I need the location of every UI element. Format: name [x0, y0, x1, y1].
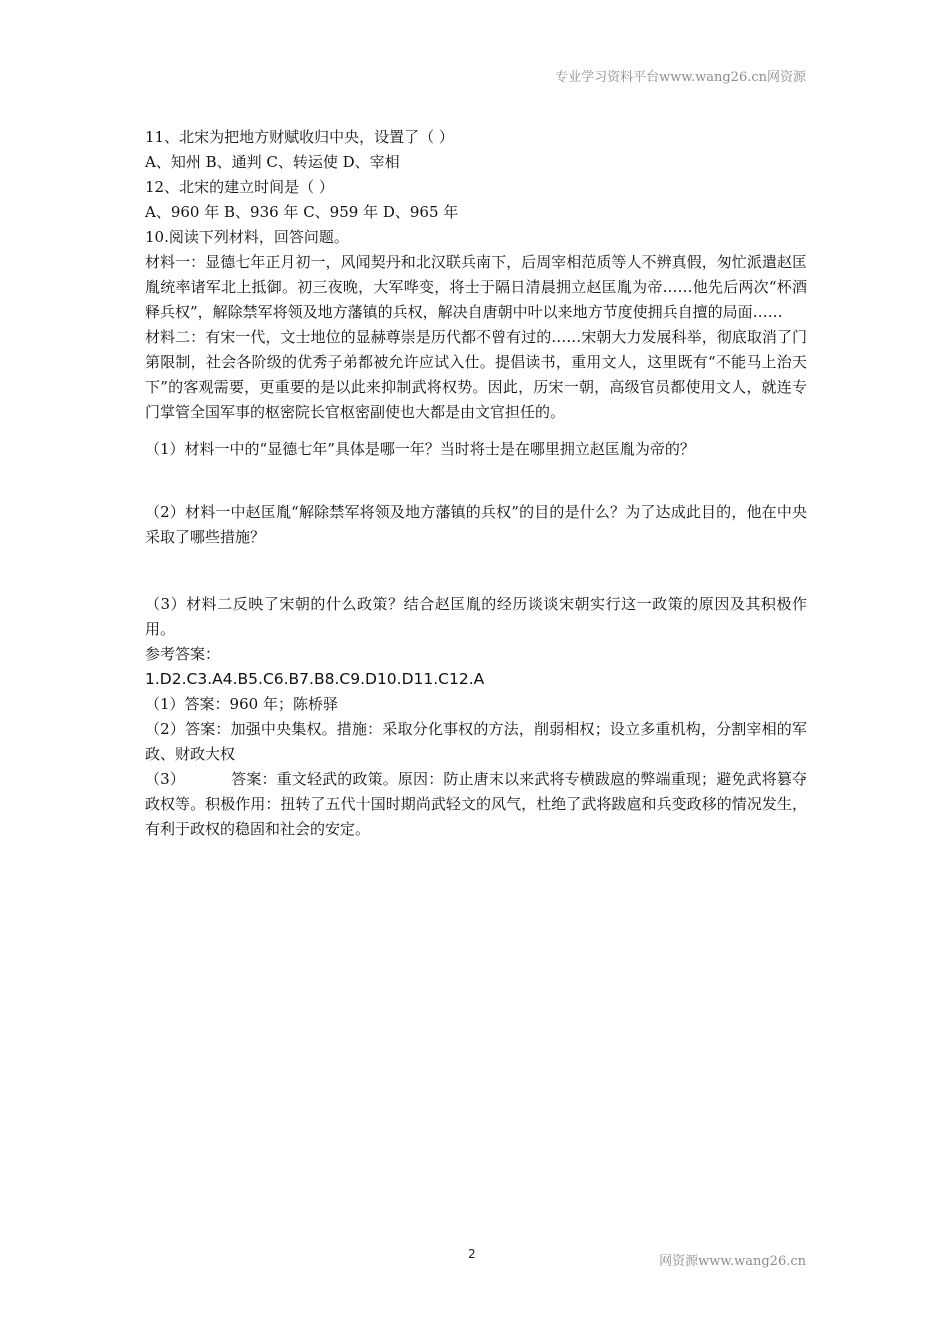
header-watermark-text: 专业学习资料平台www.wang26.cn网资源	[555, 70, 806, 85]
answer-1: （1）答案：960 年；陈桥驿	[145, 695, 338, 713]
page-number: 2	[468, 1247, 476, 1261]
sub-question-1: （1）材料一中的“显德七年”具体是哪一年？当时将士是在哪里拥立赵匡胤为帝的？	[145, 440, 695, 458]
material-two: 材料二：有宋一代，文士地位的显赫尊崇是历代都不曾有过的……宋朝大力发展科举，彻底取消了门第限制，社会各阶级的优秀子弟都被允许应试入仕。提倡读书，重用文人，这里既有“不能马上治天下”的客观需要，更重要的是以此来抑制武将权势。因此，历宋一朝，高级官员都使用文人，就连专门掌管全国军事的枢密院长官枢密副使也大都是由文官担任的。	[145, 328, 807, 421]
answers-heading: 参考答案：	[145, 645, 221, 663]
spacer	[145, 425, 807, 437]
answer-2: （2）答案：加强中央集权。措施：采取分化事权的方法，削弱相权；设立多重机构，分割宰相的军政、财政大权	[145, 720, 807, 763]
reading-intro: 10.阅读下列材料，回答问题。	[145, 228, 349, 246]
answer-3	[145, 767, 807, 842]
question-12-stem: 12、北宋的建立时间是（ ）	[145, 178, 334, 196]
answer-space-2	[145, 550, 807, 592]
sub-question-3: （3）材料二反映了宋朝的什么政策？结合赵匡胤的经历谈谈宋朝实行这一政策的原因及其积极作用。	[145, 595, 807, 638]
question-12-options: A、960 年 B、936 年 C、959 年 D、965 年	[145, 203, 459, 221]
sub-question-2: （2）材料一中赵匡胤“解除禁军将领及地方藩镇的兵权”的目的是什么？为了达成此目的，他在中央采取了哪些措施？	[145, 503, 807, 546]
answer-3-label: （3）	[145, 770, 186, 788]
question-11-options: A、知州 B、通判 C、转运使 D、宰相	[145, 153, 400, 171]
footer-watermark-text: 网资源www.wang26.cn	[659, 1254, 806, 1269]
answer-space-1	[145, 462, 807, 500]
material-one: 材料一：显德七年正月初一，风闻契丹和北汉联兵南下，后周宰相范质等人不辨真假，匆忙派遣赵匡胤统率诸军北上抵御。初三夜晚，大军哗变，将士于隔日清晨拥立赵匡胤为帝……他先后两次“杯酒释兵权”，解除禁军将领及地方藩镇的兵权，解决自唐朝中叶以来地方节度使拥兵自擅的局面……	[145, 253, 807, 321]
answers-choice-key: 1.D2.C3.A4.B5.C6.B7.B8.C9.D10.D11.C12.A	[145, 670, 485, 688]
answer-3-text: 答案：重文轻武的政策。原因：防止唐末以来武将专横跋扈的弊端重现；避免武将篡夺政权等。积极作用：扭转了五代十国时期尚武轻文的风气，杜绝了武将跋扈和兵变政移的情况发生，有利于政权的稳固和社会的安定。	[145, 770, 807, 838]
question-11-stem: 11、北宋为把地方财赋收归中央，设置了（ ）	[145, 128, 454, 146]
document-body	[145, 125, 807, 842]
